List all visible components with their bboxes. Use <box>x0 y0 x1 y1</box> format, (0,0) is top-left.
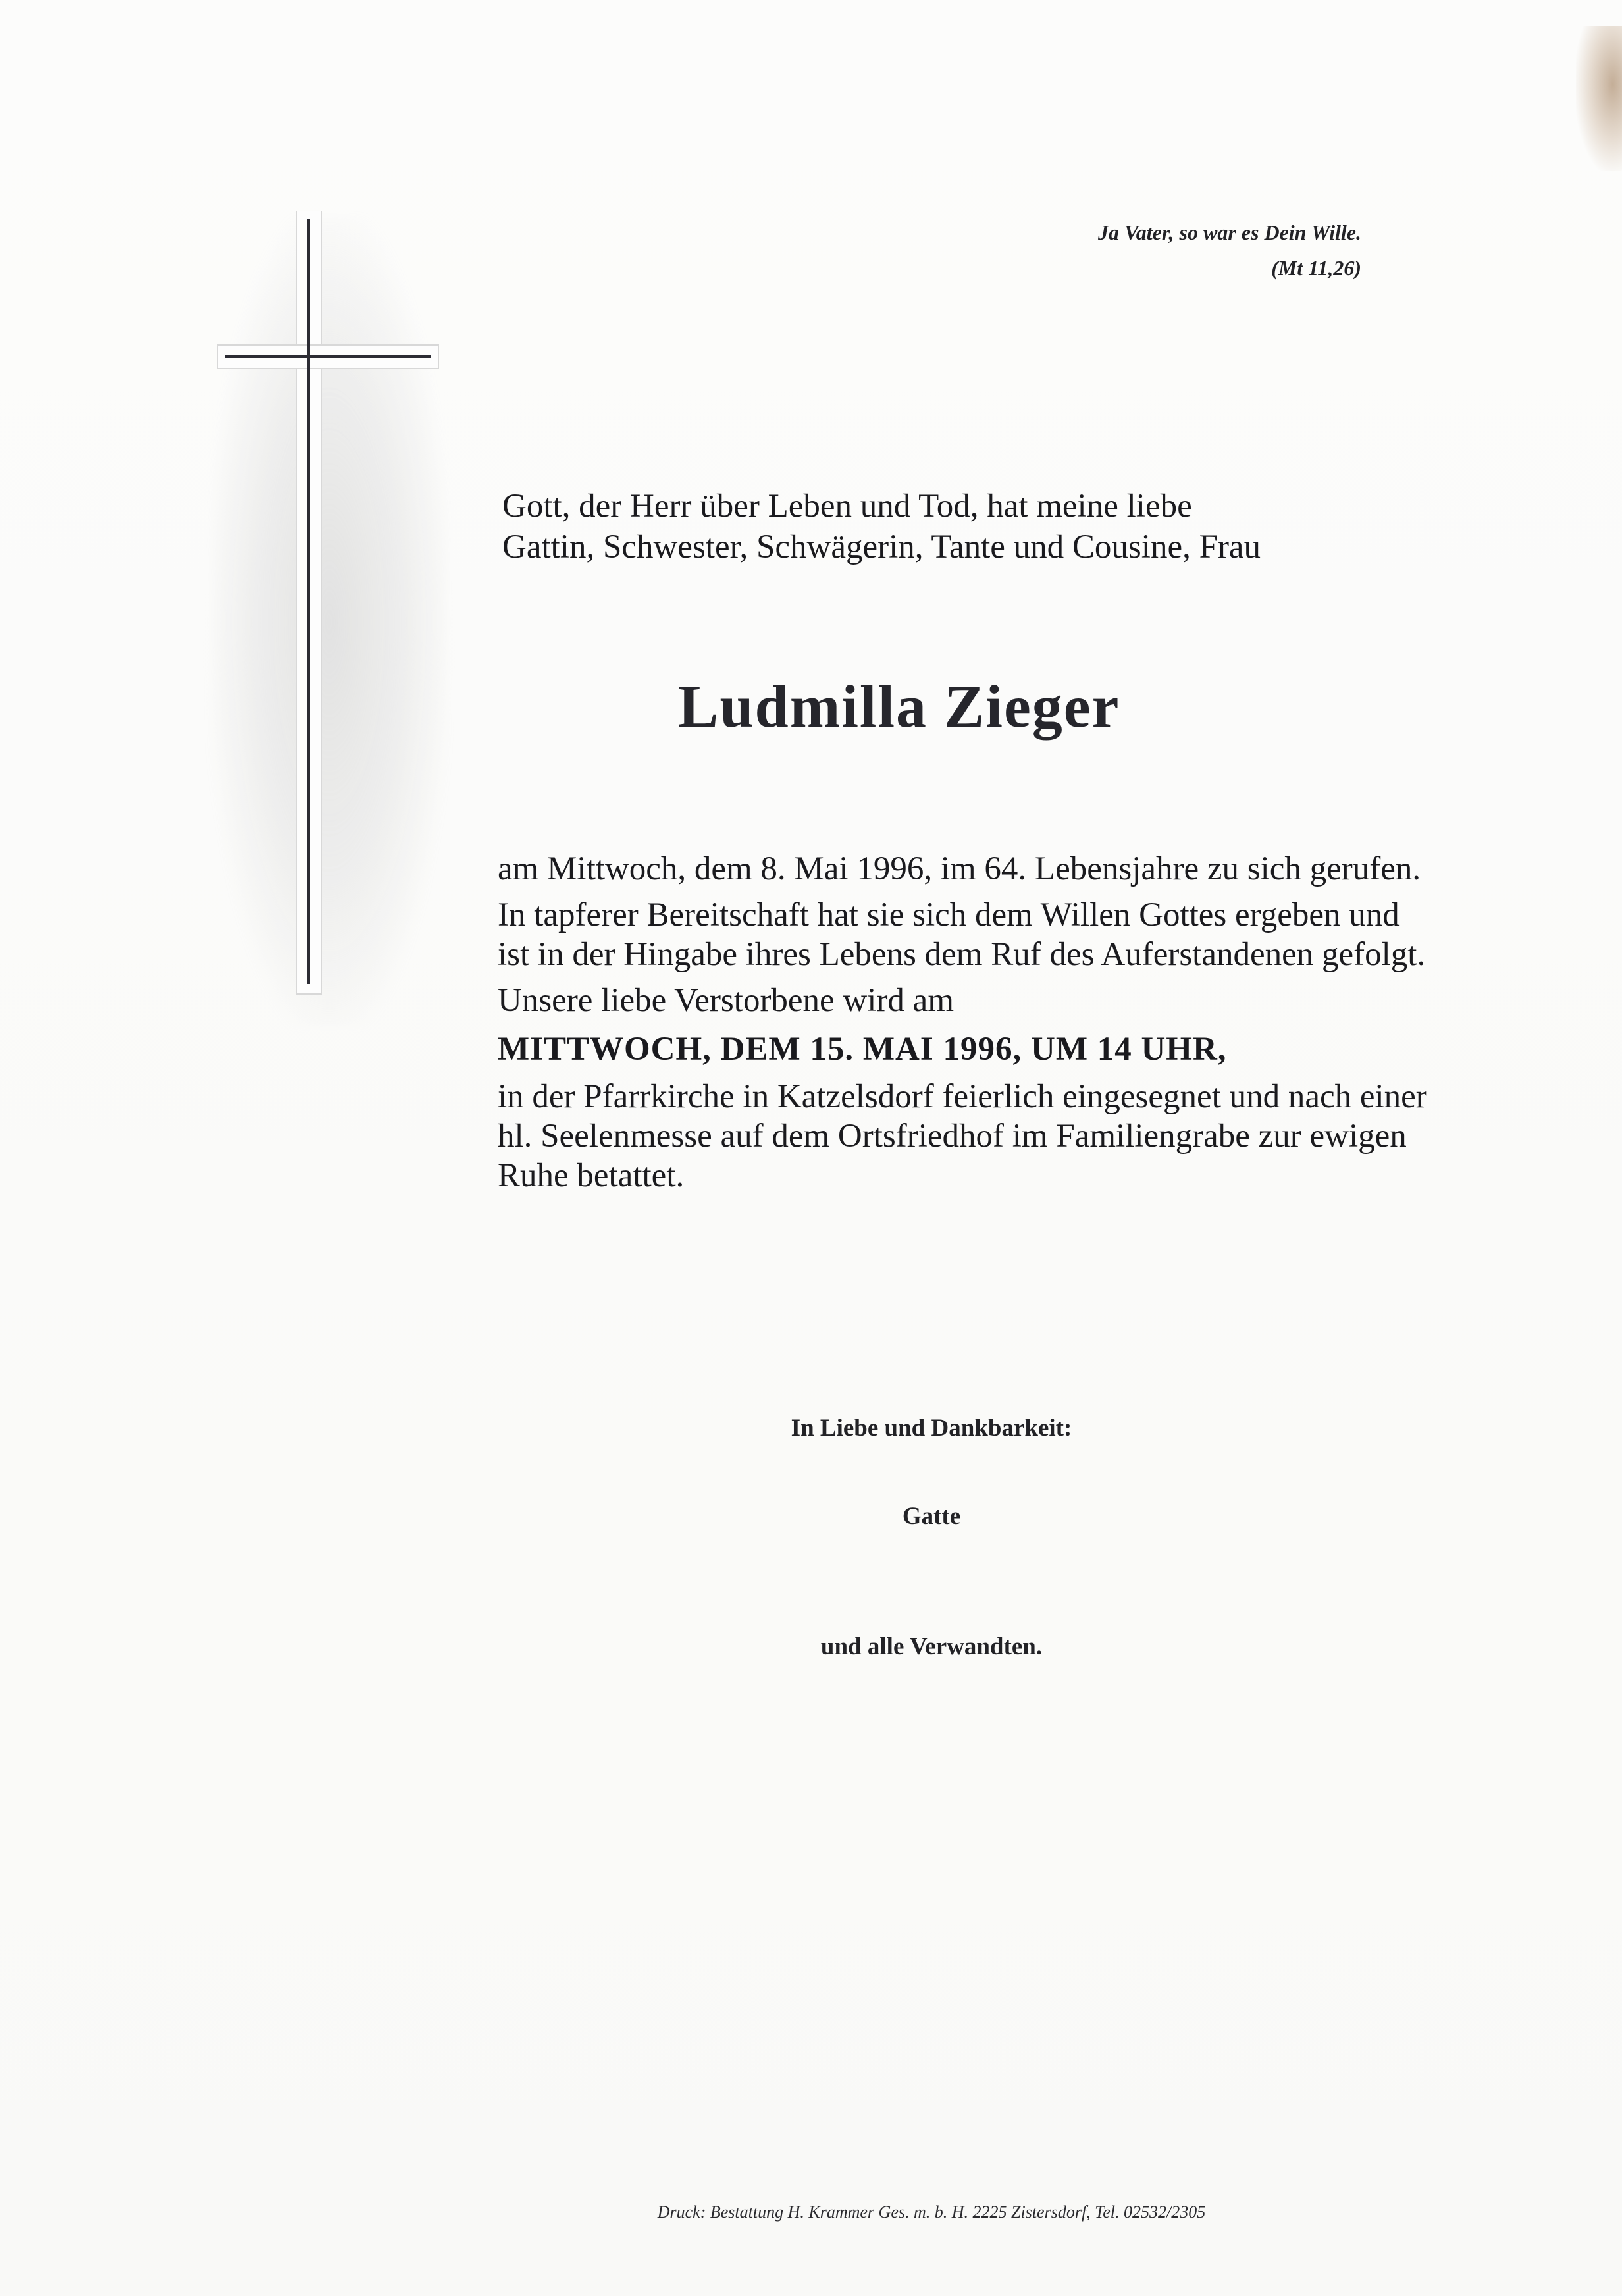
intro-line-1: Gott, der Herr über Leben und Tod, hat meine liebe <box>502 488 1192 525</box>
funeral-intro: Unsere liebe Verstorbene wird am <box>498 982 954 1019</box>
bible-quote <box>1098 215 1361 286</box>
obituary-body <box>498 849 1432 1202</box>
mourner-relatives: und alle Verwandten. <box>820 1633 1043 1660</box>
printer-imprint: Druck: Bestattung H. Krammer Ges. m. b. H. 2225 Zistersdorf, Tel. 02532/2305 <box>657 2203 1206 2222</box>
intro-text <box>502 486 1424 567</box>
faith-paragraph: In tapferer Bereitschaft hat sie sich dem Willen Gottes ergeben und ist in der Hingabe ihres Lebens dem Ruf des Auferstandenen gefolgt. <box>498 897 1426 973</box>
death-date-paragraph: am Mittwoch, dem 8. Mai 1996, im 64. Lebensjahre zu sich gerufen. <box>498 850 1421 887</box>
mourners-heading: In Liebe und Dankbarkeit: <box>791 1415 1072 1442</box>
quote-text: Ja Vater, so war es Dein Wille. <box>1097 221 1361 244</box>
intro-line-2: Gattin, Schwester, Schwägerin, Tante und Cousine, Frau <box>502 529 1261 565</box>
funeral-details: in der Pfarrkirche in Katzelsdorf feierlich eingesegnet und nach einer hl. Seelenmesse auf dem Ortsfriedhof im Familiengrabe zur ewigen Ruhe betattet. <box>498 1078 1427 1194</box>
cross-icon <box>197 211 448 1001</box>
deceased-name: Ludmilla Zieger <box>678 673 1120 740</box>
funeral-date: MITTWOCH, DEM 15. MAI 1996, UM 14 UHR, <box>498 1031 1227 1068</box>
quote-reference: (Mt 11,26) <box>1271 256 1361 280</box>
paper-stain <box>1576 26 1622 171</box>
mourner-spouse: Gatte <box>902 1503 961 1530</box>
